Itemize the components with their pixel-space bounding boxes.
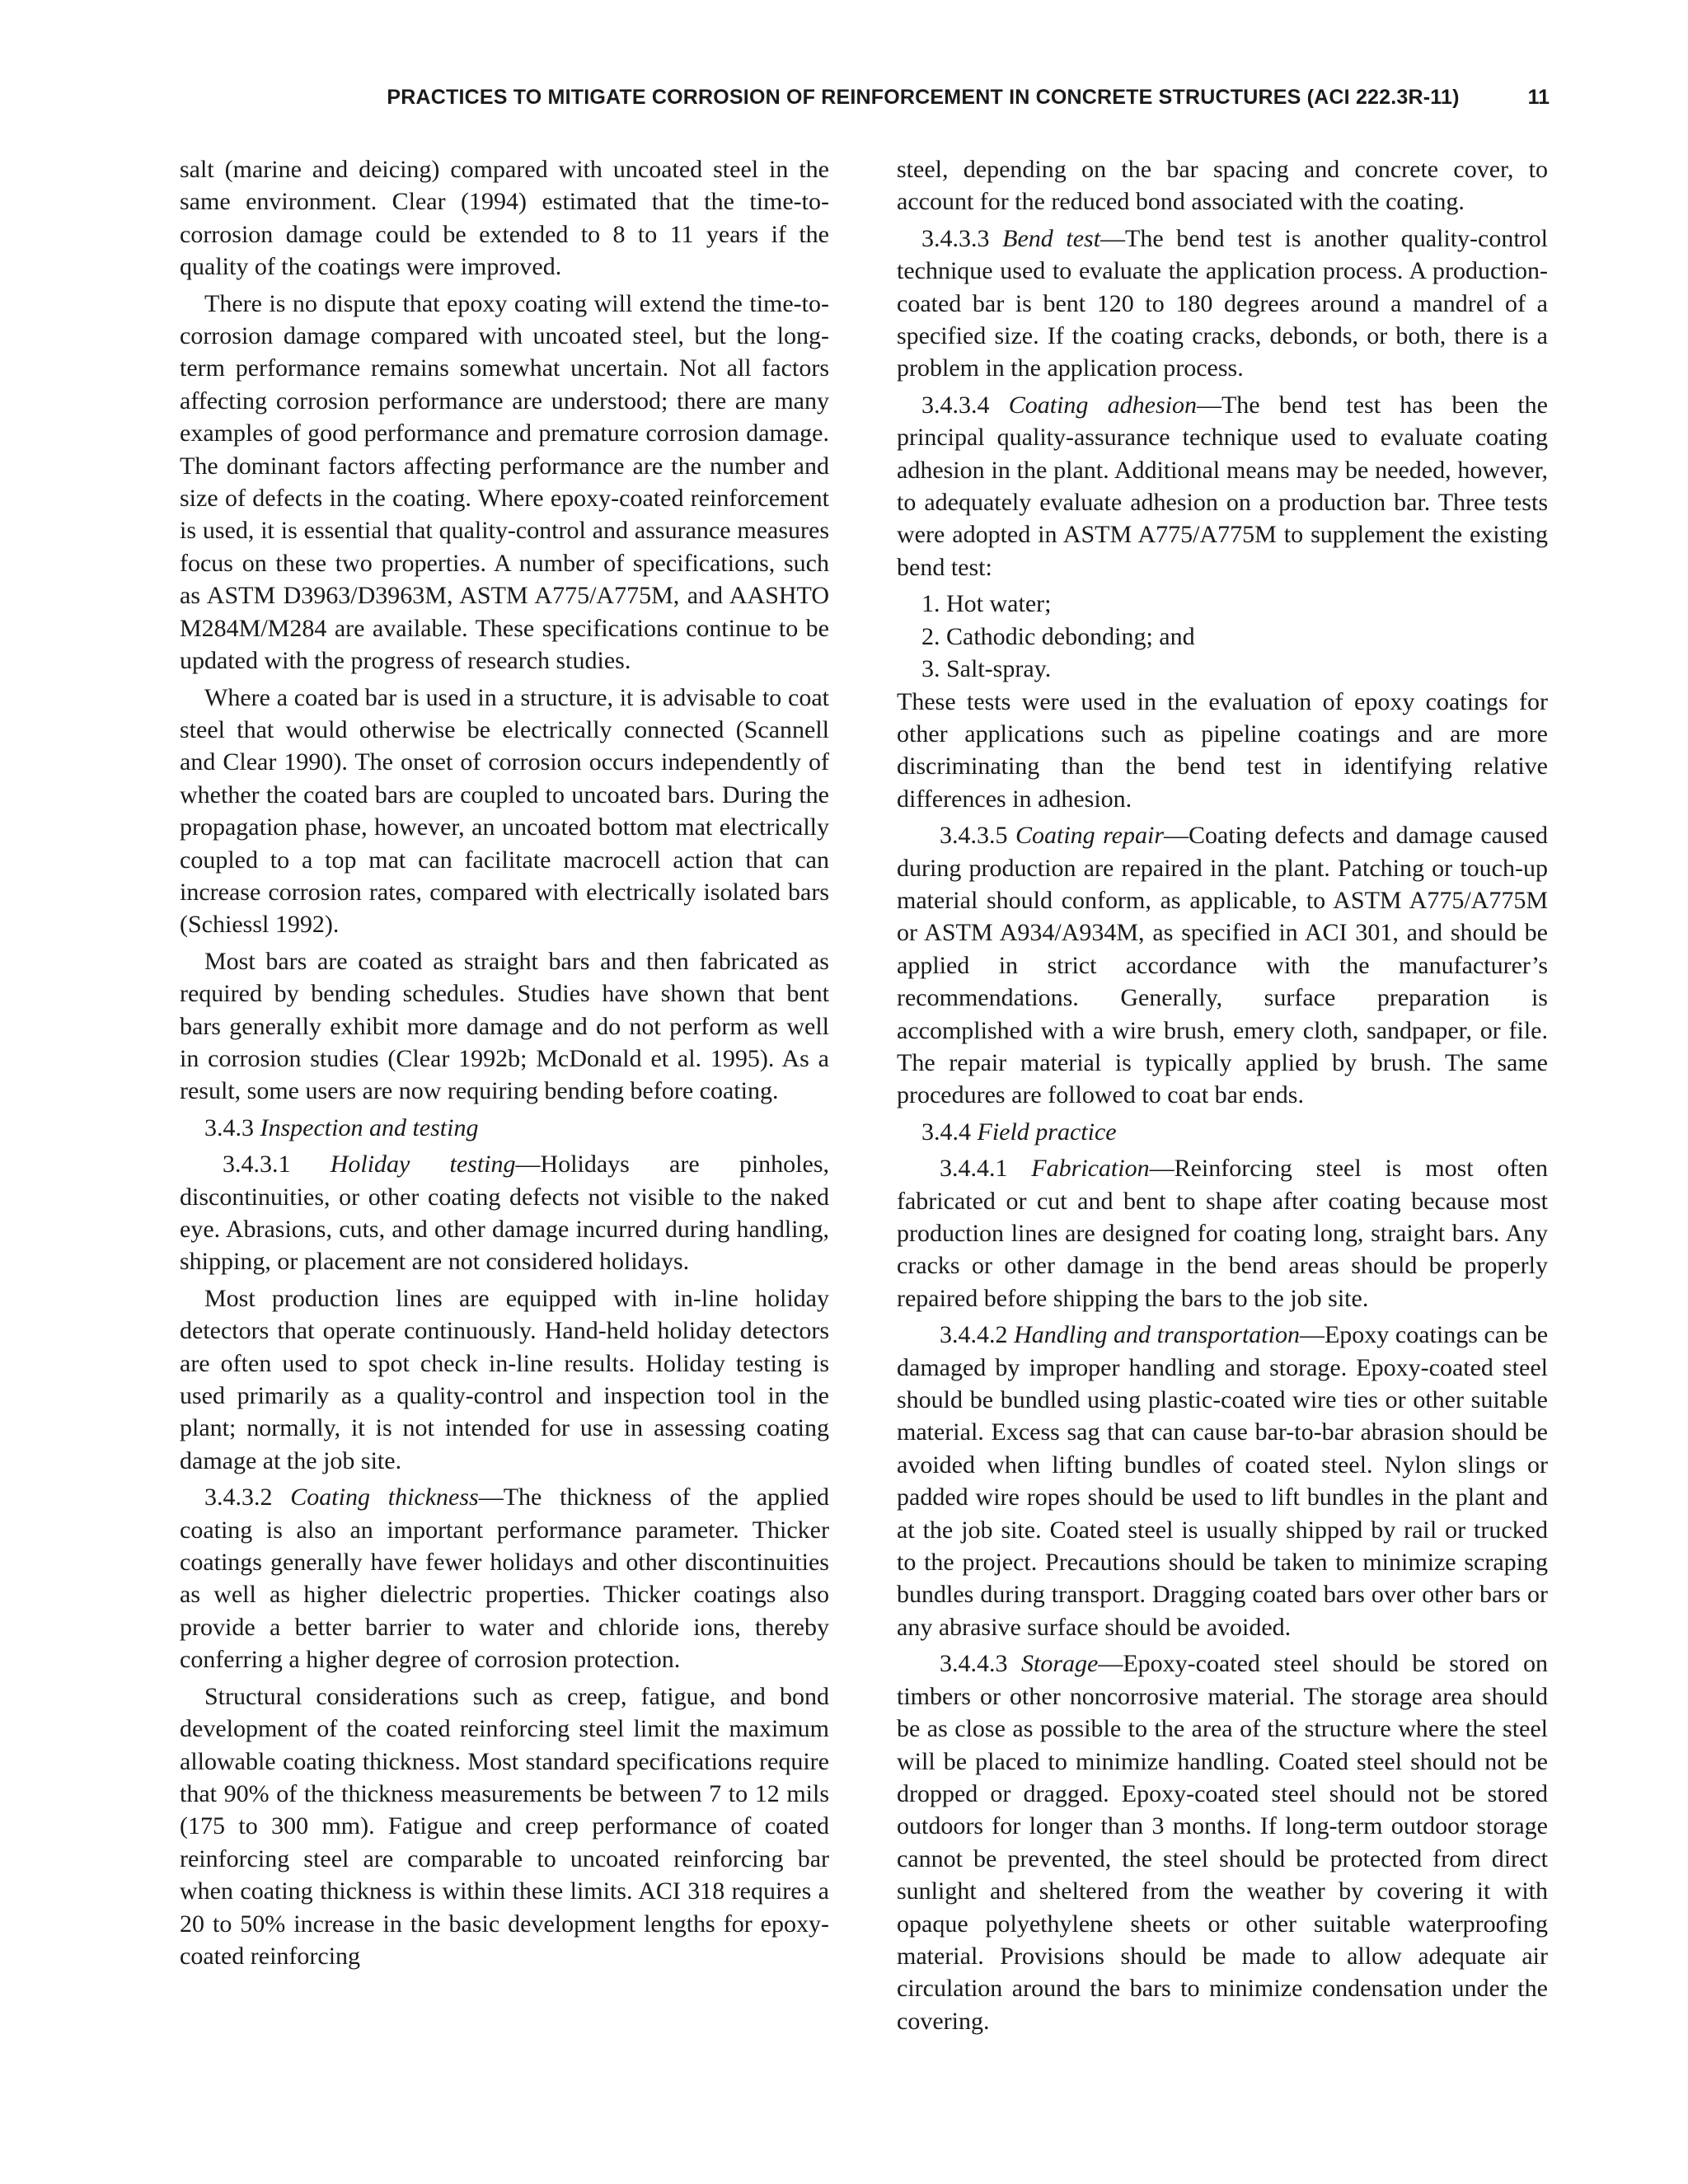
list-item: 1. Hot water; [921,590,1052,618]
subsection-3-4-3-5 [897,819,1548,1112]
paragraph: There is no dispute that epoxy coating will extend the time-to-corrosion damage compared with uncoated steel, but the long-term performance remains somewhat uncertain. Not all factors affecting corrosion performance are understood; there are many examples of good performance and premature corrosion damage. The dominant factors affecting performance are the number and size of defects in the coating. Where epoxy-coated reinforcement is used, it is essential that quality-control and assurance measures focus on these two properties. A number of specifications, such as ASTM D3963/D3963M, ASTM A775/A775M, and AASHTO M284M/M284 are available. These specifications continue to be updated with the progress of research studies. [180,289,829,675]
running-header: PRACTICES TO MITIGATE CORROSION OF REINFORCEMENT IN CONCRETE STRUCTURES (ACI 222.3R-11) [387,86,1460,109]
section-title: Inspection and testing [260,1113,479,1141]
paragraph: steel, depending on the bar spacing and concrete cover, to account for the reduced bond associated with the coating. [897,156,1548,216]
subsection-3-4-3-4 [897,389,1548,583]
section-text: —The thickness of the applied coating is also an important performance parameter. Thicker coatings generally have fewer holidays and other discontinuities as well as higher dielectric properties. Thicker coatings also provide a better barrier to water and chloride ions, thereby conferring a higher degree of corrosion protection. [180,1483,830,1674]
section-number: 3.4.3.1 [223,1151,291,1179]
subsection-3-4-4-2 [897,1319,1548,1643]
right-column [897,153,1548,2041]
subsection-3-4-3-3 [897,223,1548,385]
section-text: —Reinforcing steel is most often fabricated or cut and bent to shape after coating because most production lines are designed for coating long, straight bars. Any cracks or other damage in the bend areas should be properly repaired before shipping the bars to the job site. [897,1155,1548,1312]
section-number: 3.4.4.3 [940,1650,1008,1678]
section-heading-3-4-3 [180,1112,829,1144]
section-number: 3.4.3.4 [921,391,990,419]
subsection-3-4-4-3 [897,1647,1548,2037]
section-title: Coating repair [1015,822,1164,850]
section-number: 3.4.4 [921,1118,971,1146]
paragraph: Most production lines are equipped with in-line holiday detectors that operate continuously. Hand-held holiday detectors are often used to spot check in-line results. Holiday testing is used primarily as a quality-control and inspection tool in the plant; normally, it is not intended for use in assessing coating damage at the job site. [180,1284,829,1474]
section-title: Handling and transportation [1014,1321,1300,1349]
paragraph: Structural considerations such as creep, fatigue, and bond development of the coated reinforcing steel limit the maximum allowable coating thickness. Most standard specifications require that 90% of the thickness measurements be between 7 to 12 mils (175 to 300 mm). Fatigue and creep performance of coated reinforcing steel are comparable to uncoated reinforcing bar when coating thickness is within these limits. ACI 318 requires a 20 to 50% increase in the basic development lengths for epoxy-coated reinforcing [180,1682,829,1970]
list-item: 3. Salt-spray. [921,655,1052,683]
section-title: Holiday testing [330,1151,516,1179]
section-title: Coating thickness [290,1483,479,1511]
subsection-3-4-3-1 [180,1148,829,1278]
section-text: —Epoxy-coated steel should be stored on timbers or other noncorrosive material. The storage area should be as close as possible to the area of the structure where the steel will be placed to minimize handling. Coated steel should not be dropped or dragged. Epoxy-coated steel should not be stored outdoors for longer than 3 months. If long-term outdoor storage cannot be prevented, the steel should be protected from direct sunlight and sheltered from the weather by covering it with opaque polyethylene sheets or other suitable waterproofing material. Provisions should be made to allow adequate air circulation around the bars to minimize condensation under the covering. [897,1650,1549,2035]
section-number: 3.4.3.2 [204,1483,273,1511]
section-title: Fabrication [1031,1155,1150,1183]
subsection-3-4-4-1 [897,1152,1548,1315]
section-number: 3.4.3.5 [940,822,1008,850]
subsection-3-4-3-2 [180,1481,829,1675]
section-number: 3.4.3.3 [921,224,990,252]
list-item: 2. Cathodic debonding; and [921,622,1195,650]
section-text: —Epoxy coatings can be damaged by improper handling and storage. Epoxy-coated steel should be bundled using plastic-coated wire ties or other suitable material. Excess sag that can cause bar-to-bar abrasion should be avoided when lifting bundles of coated steel. Nylon slings or padded wire ropes should be used to lift bundles in the plant and at the job site. Coated steel is usually shipped by rail or trucked to the project. Precautions should be taken to minimize scraping bundles during transport. Dragging coated bars over other bars or any abrasive surface should be avoided. [897,1321,1549,1641]
section-title: Storage [1021,1650,1099,1678]
section-title: Bend test [1002,224,1101,252]
section-title: Coating adhesion [1008,391,1197,419]
page-number: 11 [1527,86,1550,109]
paragraph: Where a coated bar is used in a structure, it is advisable to coat steel that would otherwise be electrically connected (Scannell and Clear 1990). The onset of corrosion occurs independently of whether the coated bars are coupled to uncoated bars. During the propagation phase, however, an uncoated bottom mat electrically coupled to a top mat can facilitate macrocell action that can increase corrosion rates, compared with electrically isolated bars (Schiessl 1992). [180,683,829,939]
paragraph: These tests were used in the evaluation of epoxy coatings for other applications such as pipeline coatings and are more discriminating than the bend test in identifying relative differences in adhesion. [897,687,1548,813]
section-text: —Coating defects and damage caused during production are repaired in the plant. Patching or touch-up material should conform, as applicable, to ASTM A775/A775M or ASTM A934/A934M, as specified in ACI 301, and should be applied in strict accordance with the manufacturer’s recommendations. Generally, surface preparation is accomplished with a wire brush, emery cloth, sandpaper, or file. The repair material is typically applied by brush. The same procedures are followed to coat bar ends. [897,822,1548,1109]
section-title: Field practice [977,1118,1117,1146]
section-text: —Holidays are pinholes, discontinuities, or other coating defects not visible to the naked eye. Abrasions, cuts, and other damage incurred during handling, shipping, or placement are not considered holidays. [180,1151,830,1276]
section-number: 3.4.4.1 [940,1155,1008,1183]
paragraph: Most bars are coated as straight bars and then fabricated as required by bending schedules. Studies have shown that bent bars generally exhibit more damage and do not perform as well in corrosion studies (Clear 1992b; McDonald et al. 1995). As a result, some users are now requiring bending before coating. [180,947,829,1105]
left-column [180,153,829,1976]
paragraph: salt (marine and deicing) compared with uncoated steel in the same environment. Clear (1994) estimated that the time-to-corrosion damage could be extended to 8 to 11 years if the quality of the coatings were improved. [180,156,829,281]
section-number: 3.4.3 [204,1113,254,1141]
section-heading-3-4-4 [897,1116,1548,1148]
section-number: 3.4.4.2 [940,1321,1008,1349]
section-text: —The bend test has been the principal quality-assurance technique used to evaluate coating adhesion in the plant. Additional means may be needed, however, to adequately evaluate adhesion on a production bar. Three tests were adopted in ASTM A775/A775M to supplement the existing bend test: [897,391,1548,581]
section-text: —The bend test is another quality-control technique used to evaluate the application process. A production-coated bar is bent 120 to 180 degrees around a mandrel of a specified size. If the coating cracks, debonds, or both, there is a problem in the application process. [897,224,1548,382]
